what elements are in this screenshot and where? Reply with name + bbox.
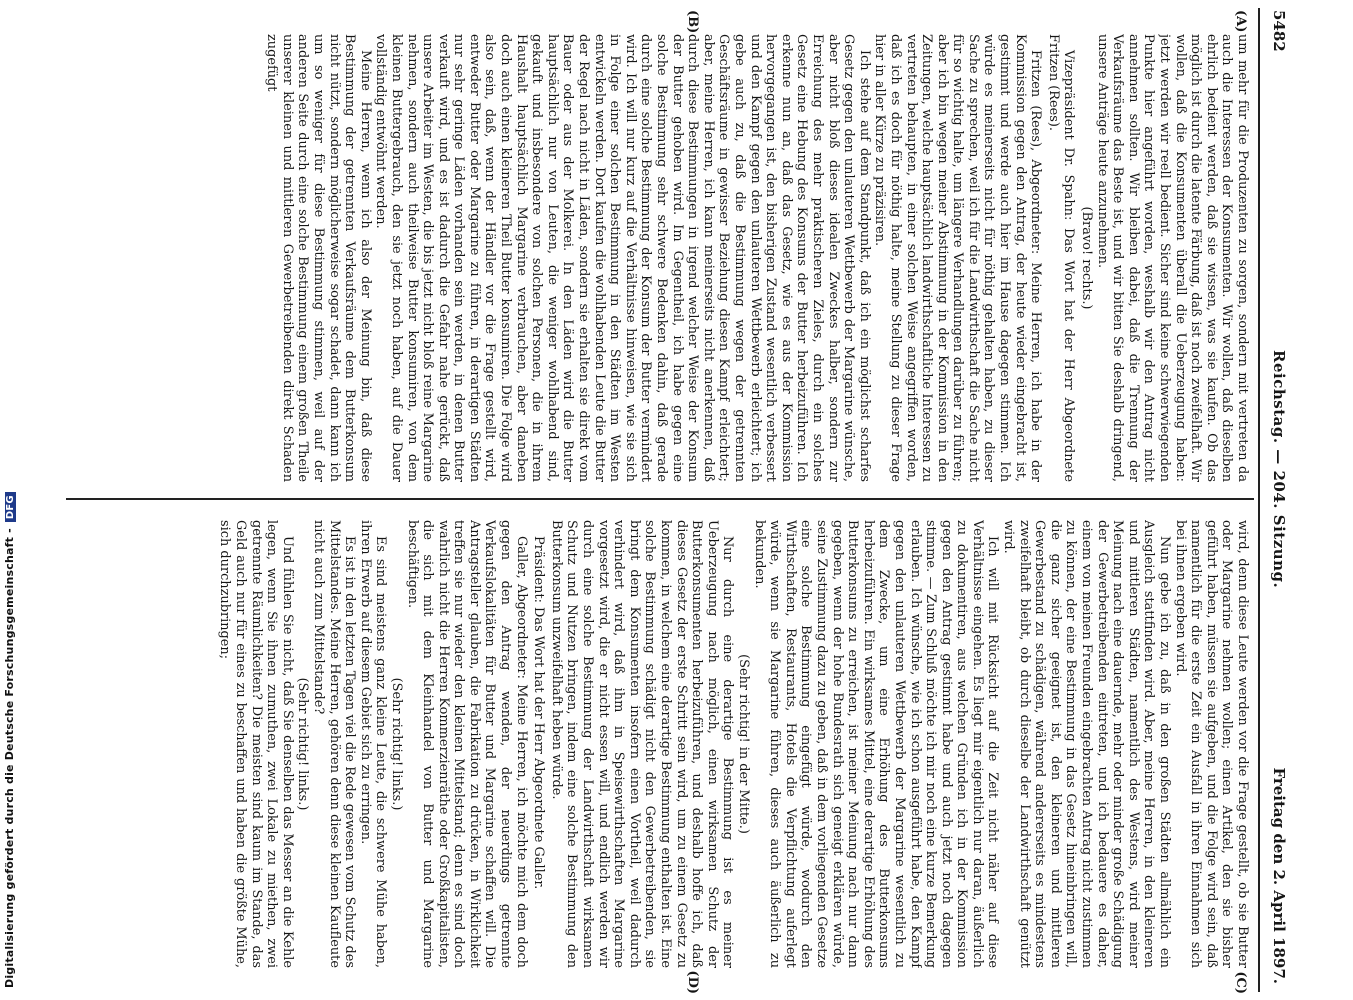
paragraph: Und fühlen Sie nicht, daß Sie denselben das Messer an die Kehle legen, wenn Sie ihnen zumuthen, zwei Lokale zu miethen, zwei getrennte Räumlichkeiten? Die meisten sind kaum im Stande, das Geld auch nur für eines zu beschaffen und haben die größte Mühe, sich durchzubringen; [217,520,295,968]
speaker-paragraph: Galler, Abgeordneter: Meine Herren, ich möchte mich dem doch gegen den Antrag wenden, der neuerdings getrennte Verkaufslokalitäten für Butter und Margarine schaffen will. Die Antragsteller glauben, die Fabrikation zu drücken, in Wirklichkeit treffen sie nur wieder den kleinen Mittelstand; denn es sind doch wahrlich nicht die Herren Kommerzienräthe oder Großkapitalisten, die sich mit dem Kleinhandel von Butter und Margarine beschäftigen. [404,520,529,968]
paragraph: um mehr für die Produzenten zu sorgen, sondern mit vertreten da auch die Interessen der Konsumenten. Wir wollen, daß dieselben ehrlich bedient werden, daß sie wissen, was sie kaufen. Ob das möglich ist durch die latente Färbung, daß ist noch zweifelhaft. Wir wollen, daß die Konsumenten überall die Ueberzeugung haben: jetzt werden wir reell bedient. Sicher sind keine schwerwiegenden Punkte hier angeführt worden, weshalb wir den Antrag nicht annehmen sollten. Wir bleiben dabei, daß die Trennung der Verkaufsräume das Beste ist, und wir bitten Sie deshalb dringend, unsere Anträge heute anzunehmen. [1094,34,1250,482]
interjection: (Sehr richtig! links.) [295,677,311,811]
speaker-paragraph: Fritzen (Rees), Abgeordneter: Meine Herren, ich habe in der Kommission gegen den Antrag, der heute wieder eingebracht ist, gestimmt und werde auch hier im Hause dagegen stimmen. Ich würde es meinerseits nicht für nöthig gehalten haben, zu dieser Sache zu sprechen, weil ich für die Landwirthschaft die Sache nicht für so wichtig halte, um längere Verhandlungen darüber zu führen; aber ich bin wegen meiner Abstimmung in der Kommission in den Zeitungen, welche hauptsächlich landwirthschaftliche Interessen zu vertreten behaupten, in einer solchen Weise angegriffen worden, daß ich es doch für nöthig halte, meine Stellung zu dieser Frage hier in aller Kürze zu präzisiren. [872,34,1044,482]
paragraph: Meine Herren, wenn ich also der Meinung bin, daß diese Bestimmung der getrennten Verkaufsräume dem Butterkonsum nicht nützt, sondern möglicherweise sogar schadet, dann kann ich um so weniger für diese Bestimmung stimmen, weil auf der anderen Seite durch eine solche Bestimmung einem großen Theile unserer kleinen und mittleren Gewerbetreibenden direkt Schaden zugefügt [264,34,373,482]
left-column [68,34,1250,482]
paragraph: Ich will mit Rücksicht auf die Zeit nicht näher auf diese Verhältnisse eingehen. Es liegt mir eigentlich nur daran, äußerlich zu dokumentiren, aus welchen Gründen ich in der Kommission gegen den Antrag gestimmt habe und auch jetzt noch dagegen stimme. — Zum Schluß möchte ich mir noch eine kurze Bemerkung erlauben. Ich wünsche, wie ich schon ausgeführt habe, den Kampf gegen den unlauteren Wettbewerb der Margarine wesentlich zu dem Zwecke, um eine Erhöhung des Butterkonsums herbeizuführen. Ein wirksames Mittel, eine derartige Erhöhung des Butterkonsums zu erreichen, ist meiner Meinung nach nur dann gegeben, wenn der hohe Bundesrath sich geneigt erklären würde, seine Zustimmung dazu zu geben, daß in dem vorliegenden Gesetze eine solche Bestimmung eingefügt würde, wodurch den Wirthschaften, Restaurants, Hotels die Verpflichtung auferlegt würde, wenn sie Margarine führen, dieses auch äußerlich zu bekunden. [751,520,1001,968]
margin-mark-a: (A) [1233,10,1248,33]
header-rule [1258,8,1260,992]
page-number: 5482 [1270,10,1288,52]
right-column [68,520,1250,968]
column-divider [66,498,1254,500]
digitization-credit [3,28,21,988]
margin-mark-c: (C) [1233,971,1248,994]
session-date: Freitag den 2. April 1897. [1270,767,1288,984]
running-title: Reichstag. — 204. Sitzung. [1270,350,1288,589]
paragraph: wird, denn diese Leute werden vor die Frage gestellt, ob sie Butter oder Margarine nehmen wollen; einen Artikel, den sie bisher geführt haben, müssen sie aufgeben, und die Folge wird sein, daß namentlich für die erste Zeit ein Ausfall in ihren Einnahmen sich bei ihnen ergeben wird. [1172,520,1250,968]
dfg-logo: DFG [5,492,16,522]
interjection: (Sehr richtig! in der Mitte.) [736,654,751,834]
paragraph: Nur durch eine derartige Bestimmung ist es meiner Ueberzeugung nach möglich, einen wirksamen Schutz der Butterkonsumenten herbeizuführen, und deshalb hoffe ich, daß dieses Gesetz der erste Schritt sein wird, um zu einem Gesetz zu kommen, in welchem eine derartige Bestimmung enthalten ist. Eine solche Bestimmung schädigt nicht den Gewerbetreibenden, sie bringt dem Konsumenten insofern einen Vortheil, weil dadurch verhindert wird, daß ihm in Speisewirthschaften Margarine vorgesetzt wird, die er nicht essen will, und endlich werden wir durch eine solche Bestimmung der Landwirthschaft wirksamen Schutz und Nutzen bringen, indem eine solche Bestimmung den Butterkonsum unzweifelhaft heben würde. [548,520,736,968]
interjection: (Bravo! rechts.) [1079,206,1095,310]
paragraph: Nun gebe ich zu, daß in den großen Städten allmählich ein Ausgleich stattfinden wird. Aber, meine Herren, in den kleineren und mittleren Städten, namentlich des Westens, wird meiner Meinung nach eine dauernde, mehr oder minder große Schädigung der Gewerbetreibenden eintreten, und ich bedauere es daher, einem von meinen Freunden eingebrachten Antrag nicht zustimmen zu können, der eine Bestimmung in das Gesetz hineinbringen will, die ganz sicher geeignet ist, den kleineren und mittleren Gewerbestand zu schädigen, während andererseits es mindestens zweifelhaft bleibt, ob durch dieselbe der Landwirthschaft genützt wird. [1001,520,1173,968]
paragraph: Es sind meistens ganz kleine Leute, die schwere Mühe haben, ihren Erwerb auf diesem Gebiet sich zu erringen. [357,520,389,968]
interjection: (Sehr richtig! links.) [388,677,404,811]
digitization-credit-bar [0,0,24,1000]
speaker-paragraph: Vizepräsident Dr. Spahn: Das Wort hat der Herr Abgeordnete Fritzen (Rees). [1045,34,1077,482]
rotated-page [60,0,1300,1000]
margin-mark-b: (B) [685,10,700,34]
paragraph: Es ist in den letzten Tagen viel die Rede gewesen vom Schutz des Mittelstandes. Meine Herren, gehören denn diese kleinen Kaufleute nicht auch zum Mittelstande? [310,520,358,968]
margin-mark-d: (D) [685,970,700,994]
credit-text: Digitalisierung gefördert durch die Deutsche Forschungsgemeinschaft - [3,528,16,988]
speaker-paragraph: Präsident: Das Wort hat der Herr Abgeordnete Galler. [531,536,547,890]
paragraph: Ich stehe auf dem Standpunkt, daß ich ein möglichst scharfes Gesetz gegen den unlauteren Wettbewerb der Margarine wünsche, aber nicht bloß dieses idealen Zweckes halber, sondern zur Erreichung des mehr praktischeren Zieles, durch ein solches Gesetz eine Hebung des Konsums der Butter herbeizuführen. Ich erkenne nun an, daß das Gesetz, wie es aus der Kommission hervorgegangen ist, den bisherigen Zustand wesentlich verbessert und den Kampf gegen den unlauteren Wettbewerb erleichtert; ich gebe auch zu, daß die Bestimmung wegen der getrennten Geschäftsräume in gewisser Beziehung diesen Kampf erleichtert; aber, meine Herren, ich kann meinerseits nicht anerkennen, daß durch diese Bestimmungen in irgend welcher Weise der Konsum der Butter gehoben wird. Im Gegentheil, ich habe gegen eine solche Bestimmung sehr schwere Bedenken dahin, daß gerade durch eine solche Bestimmung der Konsum der Butter vermindert wird. Ich will nur kurz auf die Verhältnisse hinweisen, wie sie sich in Folge einer solchen Bestimmung in den Städten im Westen entwickeln werden. Dort kaufen die wohlhabenden Leute die Butter der Regel nach nicht in Läden, sondern sie erhalten sie direkt vom Bauer oder aus der Molkerei. In den Läden wird die Butter hauptsächlich nur von Leuten, die weniger wohlhabend sind, gekauft und insbesondere von solchen Personen, die in ihrem Haushalt hauptsächlich Margarine verbrauchen, aber daneben doch auch einen kleineren Theil Butter konsumiren. Die Folge wird also sein, daß, wenn der Händler vor die Frage gestellt wird, entweder Butter oder Margarine zu führen, in derartigen Städten nur sehr geringe Läden vorhanden sein werden, in denen Butter verkauft wird, und es ist dadurch die Gefahr nahe gerückt, daß unsere Arbeiter im Westen, die bis jetzt nicht bloß reine Margarine nehmen, sondern auch theilweise Butter konsumiren, von dem kleinen Buttergebrauch, den sie jetzt noch haben, auf die Dauer vollständig entwöhnt werden. [373,34,872,482]
